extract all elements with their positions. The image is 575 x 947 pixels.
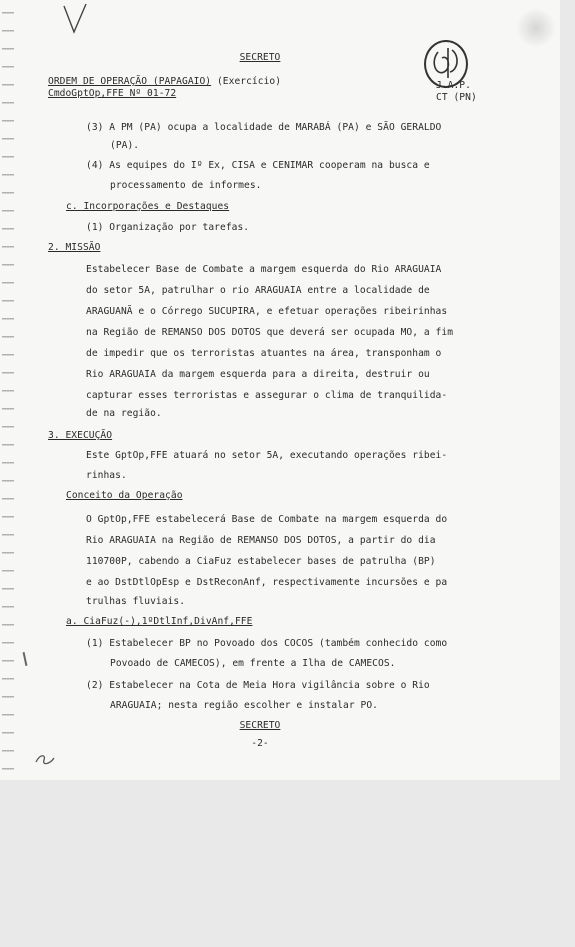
body-line: ARAGUAIA; nesta região escolher e instalar PO.: [110, 700, 378, 711]
section-heading: a. CiaFuz(-),1ºDtlInf,DivAnf,FFE: [66, 616, 253, 627]
body-line: de na região.: [86, 408, 162, 419]
classification-top: SECRETO: [239, 52, 281, 63]
body-line: Povoado de CAMECOS), em frente a Ilha de CAMECOS.: [110, 658, 396, 669]
section-heading: Conceito da Operação: [66, 490, 183, 501]
initials: J.A.P.: [436, 80, 471, 91]
body-line: ARAGUANÃ e o Córrego SUCUPIRA, e efetuar operações ribeirinhas: [86, 306, 448, 317]
handwritten-mark-icon: [32, 748, 60, 768]
body-line: 110700P, cabendo a CiaFuz estabelecer bases de patrulha (BP): [86, 556, 436, 567]
body-line: O GptOp,FFE estabelecerá Base de Combate na margem esquerda do: [86, 514, 448, 525]
body-line: na Região de REMANSO DOS DOTOS que deverá ser ocupada MO, a fim: [86, 327, 454, 338]
section-heading: 3. EXECUÇÃO: [48, 430, 113, 441]
classification-bottom: SECRETO: [239, 720, 281, 731]
body-line: Estabelecer Base de Combate a margem esquerda do Rio ARAGUAIA: [86, 264, 442, 275]
body-line: processamento de informes.: [110, 180, 262, 191]
body-line: capturar esses terroristas e assegurar o clima de tranquilida-: [86, 390, 448, 401]
body-line: (4) As equipes do Iº Ex, CISA e CENIMAR cooperam na busca e: [86, 160, 430, 171]
body-line: (1) Organização por tarefas.: [86, 222, 250, 233]
order-title: ORDEM DE OPERAÇÃO (PAPAGAIO) (Exercício): [48, 76, 282, 87]
body-line: de impedir que os terroristas atuantes na área, transponham o: [86, 348, 442, 359]
spiral-binding-icon: [2, 0, 14, 780]
section-heading: c. Incorporações e Destaques: [66, 201, 230, 212]
order-reference: CmdoGptOp,FFE Nº 01-72: [48, 88, 177, 99]
body-line: Rio ARAGUAIA da margem esquerda para a direita, destruir ou: [86, 369, 430, 380]
scan-smudge: [516, 8, 556, 48]
body-line: do setor 5A, patrulhar o rio ARAGUAIA entre a localidade de: [86, 285, 430, 296]
pen-stroke-icon: [60, 2, 90, 38]
location: CT (PN): [436, 92, 477, 103]
body-line: (1) Estabelecer BP no Povoado dos COCOS (também conhecido como: [86, 638, 448, 649]
body-line: trulhas fluviais.: [86, 596, 186, 607]
section-heading: 2. MISSÃO: [48, 242, 101, 253]
page-number: -2-: [251, 738, 269, 749]
body-line: (3) A PM (PA) ocupa a localidade de MARABÁ (PA) e SÃO GERALDO: [86, 122, 442, 133]
body-line: e ao DstDtlOpEsp e DstReconAnf, respectivamente incursões e pa: [86, 577, 448, 588]
body-line: rinhas.: [86, 470, 127, 481]
body-line: (2) Estabelecer na Cota de Meia Hora vigilância sobre o Rio: [86, 680, 430, 691]
body-line: (PA).: [110, 140, 140, 151]
body-line: Este GptOp,FFE atuará no setor 5A, executando operações ribei-: [86, 450, 448, 461]
body-line: Rio ARAGUAIA na Região de REMANSO DOS DOTOS, a partir do dia: [86, 535, 436, 546]
margin-pen-mark: [23, 652, 28, 666]
